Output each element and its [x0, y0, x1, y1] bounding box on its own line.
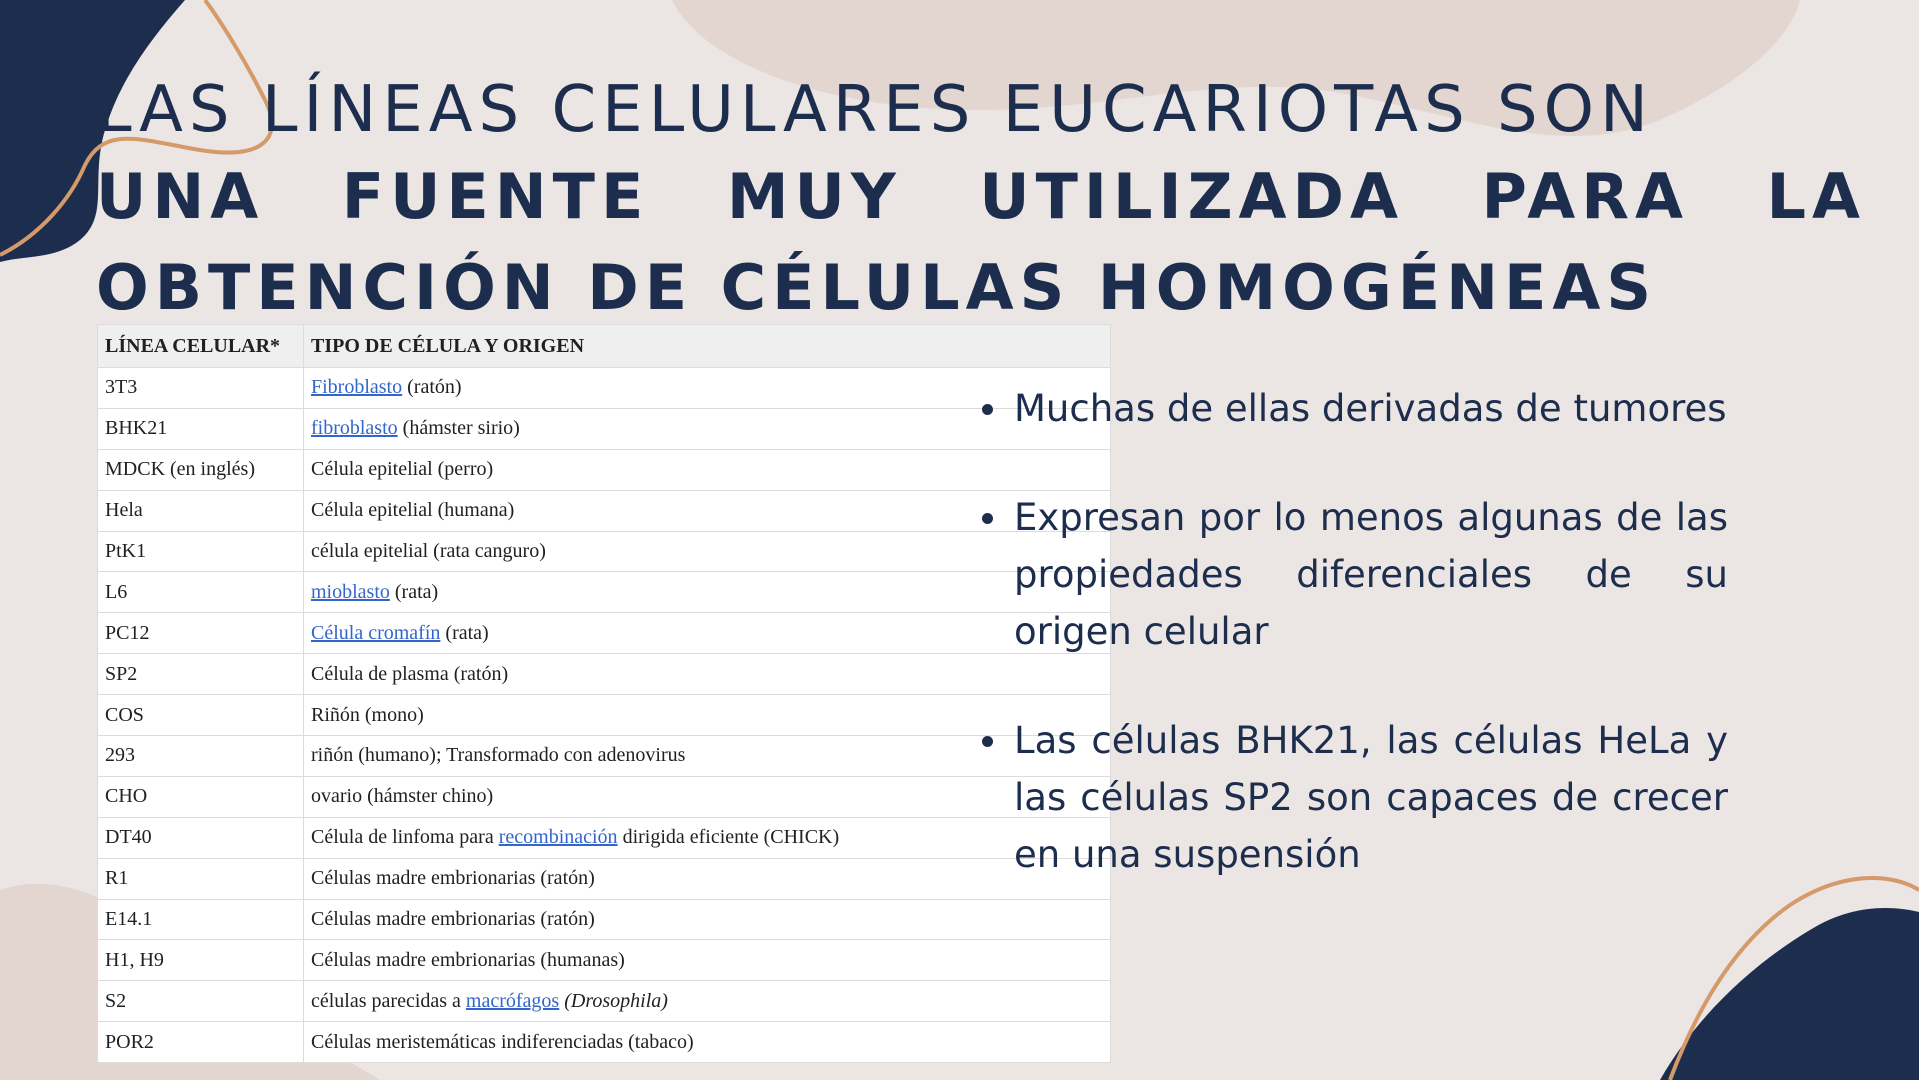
- cell-text: dirigida eficiente (CHICK): [617, 826, 840, 849]
- cell-text: (Drosophila): [564, 989, 668, 1012]
- cell-line-name: L6: [98, 572, 304, 613]
- cell-text: (ratón): [402, 376, 462, 399]
- cell-text: Riñón (mono): [311, 703, 424, 726]
- cell-type-origin: [304, 981, 1111, 1022]
- wiki-link[interactable]: Célula cromafín: [311, 621, 441, 644]
- cell-text: Célula de plasma (ratón): [311, 662, 509, 685]
- table-row: [98, 776, 1111, 817]
- cell-line-name: Hela: [98, 490, 304, 531]
- title-line-3: OBTENCIÓN DE CÉLULAS HOMOGÉNEAS: [96, 251, 1657, 324]
- cell-line-name: 293: [98, 736, 304, 777]
- cell-text: célula epitelial (rata canguro): [311, 540, 546, 562]
- cell-line-name: E14.1: [98, 899, 304, 940]
- header-cell-line: LÍNEA CELULAR*: [98, 325, 304, 368]
- cell-line-name: PtK1: [98, 531, 304, 572]
- cell-line-name: POR2: [98, 1022, 304, 1063]
- cell-line-name: DT40: [98, 817, 304, 858]
- table-row: [98, 817, 1111, 858]
- wiki-link[interactable]: mioblasto: [311, 580, 390, 603]
- cell-line-name: CHO: [98, 776, 304, 817]
- slide-title: [96, 68, 1866, 334]
- cell-line-name: PC12: [98, 613, 304, 654]
- cell-text: Células madre embrionarias (ratón): [311, 867, 595, 890]
- cell-type-origin: [304, 1022, 1111, 1063]
- cell-text: ovario (hámster chino): [311, 785, 494, 808]
- cell-text: (rata): [440, 621, 489, 644]
- table-row: [98, 736, 1111, 777]
- title-word: UTILIZADA: [979, 160, 1404, 233]
- cell-text: Célula epitelial (humana): [311, 499, 515, 522]
- table-row: [98, 368, 1111, 409]
- bullet-item: Las células BHK21, las células HeLa y las células SP2 son capaces de crecer en una suspensión: [978, 712, 1728, 883]
- table-row: [98, 408, 1111, 449]
- title-word: FUENTE: [341, 160, 650, 233]
- table-body: [98, 368, 1111, 1063]
- table-row: [98, 654, 1111, 695]
- table-row: [98, 858, 1111, 899]
- cell-text: (rata): [389, 580, 439, 603]
- cell-text: Células meristemáticas indiferenciadas (tabaco): [311, 1030, 694, 1053]
- cell-line-name: R1: [98, 858, 304, 899]
- table-row: [98, 899, 1111, 940]
- table-row: [98, 1022, 1111, 1063]
- wiki-link[interactable]: fibroblasto: [311, 417, 398, 440]
- cell-text: células parecidas a: [311, 989, 466, 1012]
- title-line-2: [96, 152, 1866, 242]
- table-header-row: [98, 325, 1111, 368]
- table-row: [98, 572, 1111, 613]
- cell-type-origin: [304, 940, 1111, 981]
- title-word: PARA: [1481, 160, 1689, 233]
- cell-line-name: MDCK (en inglés): [98, 449, 304, 490]
- table-row: [98, 490, 1111, 531]
- cell-line-name: S2: [98, 981, 304, 1022]
- table-row: [98, 940, 1111, 981]
- cell-line-name: 3T3: [98, 368, 304, 409]
- table-row: [98, 981, 1111, 1022]
- cell-line-name: H1, H9: [98, 940, 304, 981]
- bullet-list: [978, 380, 1728, 935]
- title-word: UNA: [96, 160, 265, 233]
- cell-text: Células madre embrionarias (ratón): [311, 908, 595, 931]
- table-row: [98, 613, 1111, 654]
- cell-line-name: SP2: [98, 654, 304, 695]
- wiki-link[interactable]: macrófagos: [465, 989, 560, 1012]
- table-row: [98, 449, 1111, 490]
- cell-text: (hámster sirio): [397, 417, 520, 440]
- cell-line-name: BHK21: [98, 408, 304, 449]
- title-word: LA: [1766, 160, 1866, 233]
- wiki-link[interactable]: Fibroblasto: [311, 376, 403, 399]
- cell-text: Célula epitelial (perro): [311, 458, 494, 481]
- title-word: MUY: [726, 160, 902, 233]
- table-row: [98, 531, 1111, 572]
- cell-text: Células madre embrionarias (humanas): [311, 948, 625, 971]
- header-cell-type: TIPO DE CÉLULA Y ORIGEN: [304, 325, 1111, 368]
- bullet-item: Muchas de ellas derivadas de tumores: [978, 380, 1728, 437]
- table-row: [98, 695, 1111, 736]
- title-line-1: LAS LÍNEAS CELULARES EUCARIOTAS SON: [96, 73, 1654, 147]
- cell-text: Célula de linfoma para: [311, 826, 499, 849]
- cell-line-name: COS: [98, 695, 304, 736]
- cell-lines-table: [97, 324, 1111, 1063]
- bullet-item: Expresan por lo menos algunas de las propiedades diferenciales de su origen celular: [978, 489, 1728, 660]
- cell-text: riñón (humano); Transformado con adenovirus: [311, 744, 686, 767]
- wiki-link[interactable]: recombinación: [498, 826, 618, 849]
